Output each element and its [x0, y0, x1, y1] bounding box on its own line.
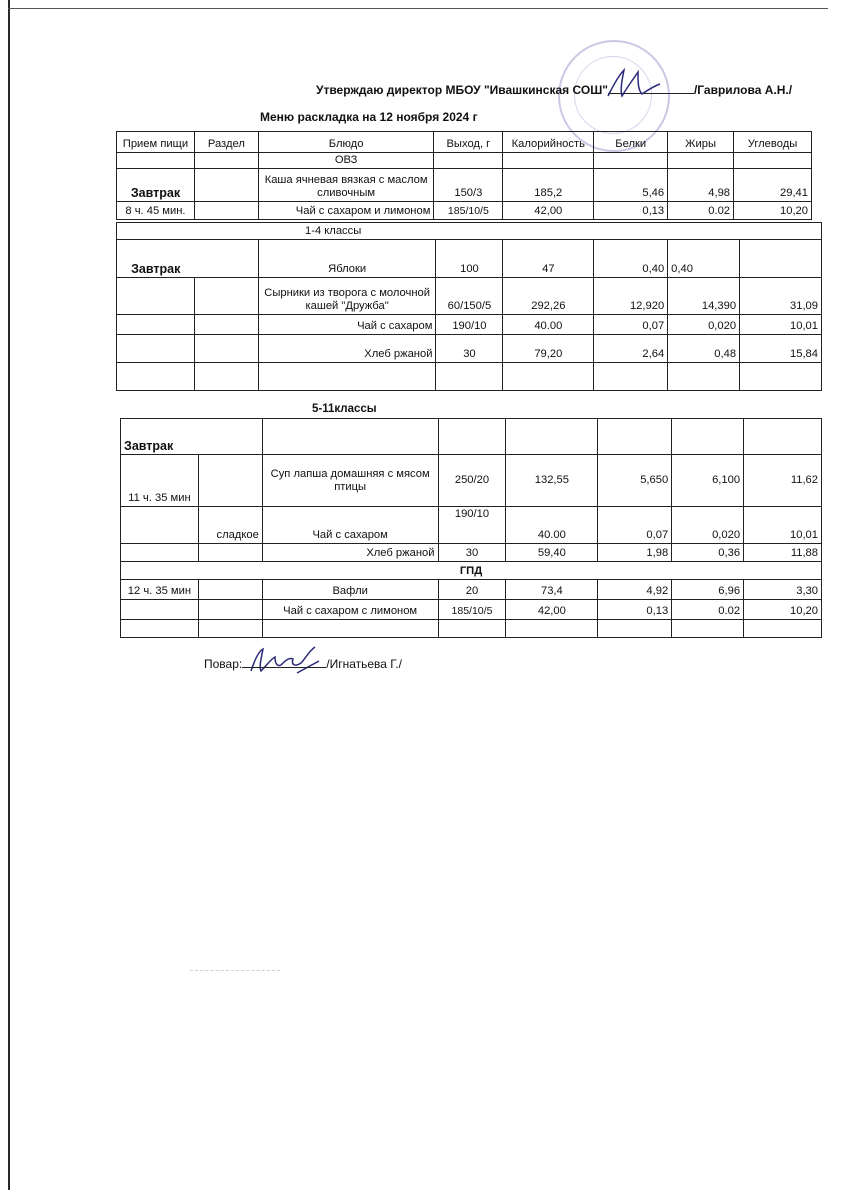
- protein-value: 0,07: [594, 315, 668, 335]
- fat-value: 4,98: [668, 169, 734, 202]
- table-row: [121, 507, 822, 544]
- protein-value: 0,07: [598, 507, 672, 544]
- meal-label: Завтрак: [117, 169, 195, 202]
- approval-line: [316, 83, 792, 97]
- carbs-value: 10,20: [734, 202, 812, 220]
- carbs-value: 29,41: [734, 169, 812, 202]
- output-value: 185/10/5: [438, 600, 506, 620]
- protein-value: 4,92: [598, 580, 672, 600]
- kcal-value: 132,55: [506, 455, 598, 507]
- scan-left-edge: [8, 0, 10, 1190]
- output-value: 185/10/5: [434, 202, 503, 220]
- output-value: 250/20: [438, 455, 506, 507]
- output-value: 190/10: [438, 507, 506, 544]
- dish-name: Чай с сахаром и лимоном: [258, 202, 434, 220]
- fat-value: 0,40: [668, 240, 740, 278]
- protein-value: 12,920: [594, 278, 668, 315]
- section-grade-1-4: 1-4 классы: [117, 223, 822, 240]
- fat-value: 6,96: [672, 580, 744, 600]
- scan-top-edge: [8, 8, 828, 9]
- kcal-value: 42,00: [506, 600, 598, 620]
- fat-value: 0,020: [672, 507, 744, 544]
- carbs-value: 11,62: [744, 455, 822, 507]
- protein-value: 5,650: [598, 455, 672, 507]
- table-row: [117, 335, 822, 363]
- dish-name: Яблоки: [258, 240, 436, 278]
- protein-value: 2,64: [594, 335, 668, 363]
- section-gpd: ГПД: [121, 562, 822, 580]
- kcal-value: 47: [503, 240, 594, 278]
- cook-label: Повар:: [204, 657, 243, 671]
- table-row: [117, 278, 822, 315]
- meal-time: 8 ч. 45 мин.: [117, 202, 195, 220]
- output-value: 60/150/5: [436, 278, 503, 315]
- col-carbs: Углеводы: [734, 132, 812, 153]
- dish-name: Чай с сахаром: [258, 315, 436, 335]
- dish-name: Каша ячневая вязкая с маслом сливочным: [258, 169, 434, 202]
- table-row: [121, 455, 822, 507]
- fat-value: 0,020: [668, 315, 740, 335]
- kcal-value: 40.00: [503, 315, 594, 335]
- menu-table-ovz: [116, 131, 812, 220]
- dish-name: Сырники из творога с молочной кашей "Дружба": [258, 278, 436, 315]
- col-section: Раздел: [194, 132, 258, 153]
- carbs-value: 31,09: [740, 278, 822, 315]
- col-fat: Жиры: [668, 132, 734, 153]
- dish-name: Вафли: [262, 580, 438, 600]
- protein-value: 5,46: [594, 169, 668, 202]
- kcal-value: 79,20: [503, 335, 594, 363]
- carbs-value: 15,84: [740, 335, 822, 363]
- table-row: [117, 169, 812, 202]
- col-meal: Прием пищи: [117, 132, 195, 153]
- protein-value: 0,13: [598, 600, 672, 620]
- meal-time: 12 ч. 35 мин: [121, 580, 199, 600]
- kcal-value: 73,4: [506, 580, 598, 600]
- kcal-value: 59,40: [506, 544, 598, 562]
- meal-label: Завтрак: [121, 419, 263, 455]
- section-value: сладкое: [198, 507, 262, 544]
- table-row: [121, 544, 822, 562]
- menu-title: Меню раскладка на 12 ноября 2024 г: [260, 110, 478, 124]
- director-name: /Гаврилова А.Н./: [693, 83, 793, 97]
- carbs-value: [740, 240, 822, 278]
- fat-value: 14,390: [668, 278, 740, 315]
- carbs-value: 10,20: [744, 600, 822, 620]
- meal-time: 11 ч. 35 мин: [121, 455, 199, 507]
- output-value: 100: [436, 240, 503, 278]
- output-value: 30: [438, 544, 506, 562]
- director-signature: [602, 66, 662, 102]
- fat-value: 0.02: [672, 600, 744, 620]
- dish-name: Хлеб ржаной: [258, 335, 436, 363]
- table-row: [117, 240, 822, 278]
- protein-value: 1,98: [598, 544, 672, 562]
- kcal-value: 185,2: [503, 169, 594, 202]
- scan-specks: [190, 970, 280, 977]
- meal-label: Завтрак: [117, 240, 195, 278]
- carbs-value: 11,88: [744, 544, 822, 562]
- kcal-value: 292,26: [503, 278, 594, 315]
- table-row: [121, 419, 822, 455]
- output-value: 190/10: [436, 315, 503, 335]
- table-row: [117, 202, 812, 220]
- col-output: Выход, г: [434, 132, 503, 153]
- carbs-value: 10,01: [744, 507, 822, 544]
- header-row: [117, 132, 812, 153]
- dish-name: Суп лапша домашняя с мясом птицы: [262, 455, 438, 507]
- table-row: [121, 600, 822, 620]
- cook-name: /Игнатьева Г./: [326, 657, 402, 671]
- protein-value: 0,13: [594, 202, 668, 220]
- fat-value: 0,48: [668, 335, 740, 363]
- menu-table-grade-5-11: [120, 418, 822, 638]
- kcal-value: 40.00: [506, 507, 598, 544]
- output-value: 30: [436, 335, 503, 363]
- dish-name: Хлеб ржаной: [262, 544, 438, 562]
- col-dish: Блюдо: [258, 132, 434, 153]
- protein-value: 0,40: [594, 240, 668, 278]
- kcal-value: 42,00: [503, 202, 594, 220]
- section-ovz: ОВЗ: [258, 153, 434, 169]
- table-row: [117, 315, 822, 335]
- dish-name: Чай с сахаром: [262, 507, 438, 544]
- dish-name: Чай с сахаром с лимоном: [262, 600, 438, 620]
- output-value: 20: [438, 580, 506, 600]
- fat-value: 6,100: [672, 455, 744, 507]
- fat-value: 0,36: [672, 544, 744, 562]
- col-kcal: Калорийность: [503, 132, 594, 153]
- output-value: 150/3: [434, 169, 503, 202]
- section-value: [198, 455, 262, 507]
- approval-text: Утверждаю директор МБОУ "Ивашкинская СОШ": [316, 83, 608, 97]
- section-grade-5-11: 5-11классы: [312, 403, 377, 415]
- cook-line: [204, 657, 402, 671]
- table-row: [121, 580, 822, 600]
- carbs-value: 3,30: [744, 580, 822, 600]
- menu-table-grade-1-4: [116, 222, 822, 391]
- carbs-value: 10,01: [740, 315, 822, 335]
- fat-value: 0.02: [668, 202, 734, 220]
- col-protein: Белки: [594, 132, 668, 153]
